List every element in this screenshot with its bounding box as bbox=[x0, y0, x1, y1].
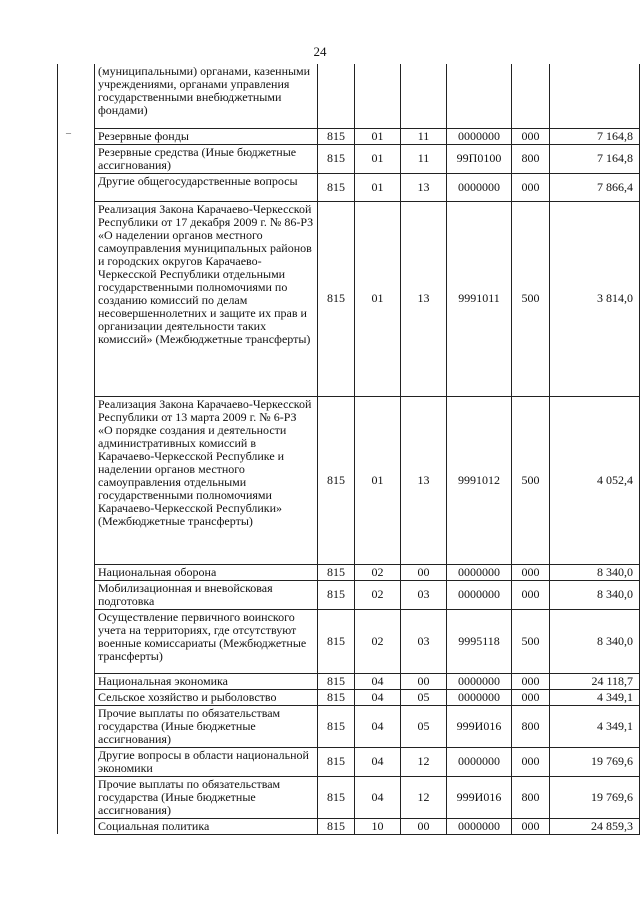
table-row bbox=[58, 173, 640, 201]
pr-cell: 12 bbox=[401, 776, 447, 818]
vr-cell: 000 bbox=[512, 128, 550, 144]
blank-cell bbox=[58, 609, 95, 673]
sum-cell: 4 349,1 bbox=[550, 705, 640, 747]
csr-cell: 0000000 bbox=[447, 564, 512, 580]
pr-cell: 00 bbox=[401, 673, 447, 689]
ved-cell: 815 bbox=[318, 564, 355, 580]
pr-cell: 05 bbox=[401, 689, 447, 705]
vr-cell: 000 bbox=[512, 689, 550, 705]
pr-cell: 03 bbox=[401, 609, 447, 673]
blank-cell bbox=[58, 818, 95, 834]
csr-cell: 0000000 bbox=[447, 673, 512, 689]
name-cell: Резервные фонды bbox=[95, 128, 318, 144]
rz-cell: 04 bbox=[355, 689, 401, 705]
blank-cell bbox=[58, 689, 95, 705]
pr-cell: 11 bbox=[401, 128, 447, 144]
vr-cell: 000 bbox=[512, 673, 550, 689]
ved-cell: 815 bbox=[318, 144, 355, 173]
table-row bbox=[58, 580, 640, 609]
ved-cell: 815 bbox=[318, 673, 355, 689]
blank-cell bbox=[58, 201, 95, 396]
csr-cell bbox=[447, 64, 512, 128]
name-cell: Прочие выплаты по обязательствам государства (Иные бюджетные ассигнования) bbox=[95, 705, 318, 747]
csr-cell: 999И016 bbox=[447, 705, 512, 747]
blank-cell bbox=[58, 580, 95, 609]
name-cell: Осуществление первичного воинского учета на территориях, где отсутствуют военные комиссариаты (Межбюджетные трансферты) bbox=[95, 609, 318, 673]
csr-cell: 0000000 bbox=[447, 818, 512, 834]
pr-cell: 13 bbox=[401, 396, 447, 564]
name-cell: Реализация Закона Карачаево-Черкесской Республики от 17 декабря 2009 г. № 86-РЗ «О наделении органов местного самоуправления муниципальных районов и городских округов Карачаево-Черкесской Республики отдельными государственными полномочиями по созданию комиссий по делам несовершеннолетних и защите их прав и организации деятельности таких комиссий» (Межбюджетные трансферты) bbox=[95, 201, 318, 396]
pr-cell: 13 bbox=[401, 173, 447, 201]
vr-cell: 000 bbox=[512, 747, 550, 776]
pr-cell: 00 bbox=[401, 818, 447, 834]
name-cell: Другие общегосударственные вопросы bbox=[95, 173, 318, 201]
sum-cell: 24 118,7 bbox=[550, 673, 640, 689]
rz-cell bbox=[355, 64, 401, 128]
name-cell: Реализация Закона Карачаево-Черкесской Республики от 13 марта 2009 г. № 6-РЗ «О порядке создания и деятельности административных комиссий в Карачаево-Черкесской Республике и наделении органов местного самоуправления отдельными государственными полномочиями Карачаево-Черкесской Республики» (Межбюджетные трансферты) bbox=[95, 396, 318, 564]
table-row bbox=[58, 818, 640, 834]
table-row bbox=[58, 64, 640, 128]
rz-cell: 04 bbox=[355, 747, 401, 776]
name-cell: Прочие выплаты по обязательствам государства (Иные бюджетные ассигнования) bbox=[95, 776, 318, 818]
table-row bbox=[58, 705, 640, 747]
sum-cell: 8 340,0 bbox=[550, 609, 640, 673]
blank-cell bbox=[58, 705, 95, 747]
vr-cell: 800 bbox=[512, 705, 550, 747]
rz-cell: 02 bbox=[355, 609, 401, 673]
blank-cell bbox=[58, 776, 95, 818]
rz-cell: 01 bbox=[355, 173, 401, 201]
sum-cell: 7 164,8 bbox=[550, 128, 640, 144]
scan-mark: – bbox=[66, 128, 71, 139]
name-cell: Резервные средства (Иные бюджетные ассигнования) bbox=[95, 144, 318, 173]
vr-cell: 500 bbox=[512, 201, 550, 396]
csr-cell: 999И016 bbox=[447, 776, 512, 818]
rz-cell: 02 bbox=[355, 580, 401, 609]
csr-cell: 0000000 bbox=[447, 173, 512, 201]
blank-cell bbox=[58, 144, 95, 173]
ved-cell: 815 bbox=[318, 609, 355, 673]
ved-cell: 815 bbox=[318, 776, 355, 818]
rz-cell: 04 bbox=[355, 776, 401, 818]
vr-cell: 500 bbox=[512, 609, 550, 673]
sum-cell: 7 866,4 bbox=[550, 173, 640, 201]
ved-cell: 815 bbox=[318, 747, 355, 776]
name-cell: Мобилизационная и вневойсковая подготовка bbox=[95, 580, 318, 609]
sum-cell: 24 859,3 bbox=[550, 818, 640, 834]
sum-cell: 19 769,6 bbox=[550, 747, 640, 776]
vr-cell: 000 bbox=[512, 173, 550, 201]
name-cell: Другие вопросы в области национальной экономики bbox=[95, 747, 318, 776]
pr-cell: 05 bbox=[401, 705, 447, 747]
sum-cell: 7 164,8 bbox=[550, 144, 640, 173]
rz-cell: 02 bbox=[355, 564, 401, 580]
page-number: 24 bbox=[313, 44, 327, 59]
sum-cell: 8 340,0 bbox=[550, 564, 640, 580]
pr-cell: 00 bbox=[401, 564, 447, 580]
csr-cell: 9995118 bbox=[447, 609, 512, 673]
rz-cell: 01 bbox=[355, 144, 401, 173]
rz-cell: 01 bbox=[355, 128, 401, 144]
rz-cell: 04 bbox=[355, 673, 401, 689]
table-row bbox=[58, 747, 640, 776]
blank-cell bbox=[58, 673, 95, 689]
vr-cell: 800 bbox=[512, 144, 550, 173]
csr-cell: 9991011 bbox=[447, 201, 512, 396]
ved-cell: 815 bbox=[318, 396, 355, 564]
table-row bbox=[58, 564, 640, 580]
table-row bbox=[58, 201, 640, 396]
rz-cell: 10 bbox=[355, 818, 401, 834]
name-cell: Национальная оборона bbox=[95, 564, 318, 580]
vr-cell: 800 bbox=[512, 776, 550, 818]
pr-cell: 03 bbox=[401, 580, 447, 609]
sum-cell: 4 052,4 bbox=[550, 396, 640, 564]
rz-cell: 01 bbox=[355, 396, 401, 564]
pr-cell: 12 bbox=[401, 747, 447, 776]
table-body bbox=[58, 64, 640, 834]
sum-cell: 19 769,6 bbox=[550, 776, 640, 818]
sum-cell: 8 340,0 bbox=[550, 580, 640, 609]
blank-cell bbox=[58, 396, 95, 564]
ved-cell: 815 bbox=[318, 705, 355, 747]
blank-cell bbox=[58, 747, 95, 776]
vr-cell: 000 bbox=[512, 818, 550, 834]
rz-cell: 01 bbox=[355, 201, 401, 396]
vr-cell: 000 bbox=[512, 580, 550, 609]
pr-cell: 13 bbox=[401, 201, 447, 396]
name-cell: Национальная экономика bbox=[95, 673, 318, 689]
table-row bbox=[58, 144, 640, 173]
name-cell: (муниципальными) органами, казенными учреждениями, органами управления государственными внебюджетными фондами) bbox=[95, 64, 318, 128]
name-cell: Сельское хозяйство и рыболовство bbox=[95, 689, 318, 705]
ved-cell: 815 bbox=[318, 689, 355, 705]
table-row bbox=[58, 689, 640, 705]
table-row bbox=[58, 776, 640, 818]
ved-cell: 815 bbox=[318, 173, 355, 201]
sum-cell: 4 349,1 bbox=[550, 689, 640, 705]
ved-cell: 815 bbox=[318, 818, 355, 834]
ved-cell: 815 bbox=[318, 128, 355, 144]
blank-cell bbox=[58, 173, 95, 201]
table-row bbox=[58, 609, 640, 673]
csr-cell: 99П0100 bbox=[447, 144, 512, 173]
blank-cell bbox=[58, 564, 95, 580]
rz-cell: 04 bbox=[355, 705, 401, 747]
vr-cell: 000 bbox=[512, 564, 550, 580]
name-cell: Социальная политика bbox=[95, 818, 318, 834]
vr-cell bbox=[512, 64, 550, 128]
blank-cell bbox=[58, 128, 95, 144]
pr-cell bbox=[401, 64, 447, 128]
ved-cell bbox=[318, 64, 355, 128]
table-row bbox=[58, 128, 640, 144]
vr-cell: 500 bbox=[512, 396, 550, 564]
csr-cell: 0000000 bbox=[447, 580, 512, 609]
sum-cell: 3 814,0 bbox=[550, 201, 640, 396]
ved-cell: 815 bbox=[318, 580, 355, 609]
table-row bbox=[58, 396, 640, 564]
csr-cell: 0000000 bbox=[447, 689, 512, 705]
sum-cell bbox=[550, 64, 640, 128]
pr-cell: 11 bbox=[401, 144, 447, 173]
csr-cell: 0000000 bbox=[447, 128, 512, 144]
table-row bbox=[58, 673, 640, 689]
blank-cell bbox=[58, 64, 95, 128]
budget-table bbox=[57, 64, 640, 835]
csr-cell: 0000000 bbox=[447, 747, 512, 776]
ved-cell: 815 bbox=[318, 201, 355, 396]
csr-cell: 9991012 bbox=[447, 396, 512, 564]
